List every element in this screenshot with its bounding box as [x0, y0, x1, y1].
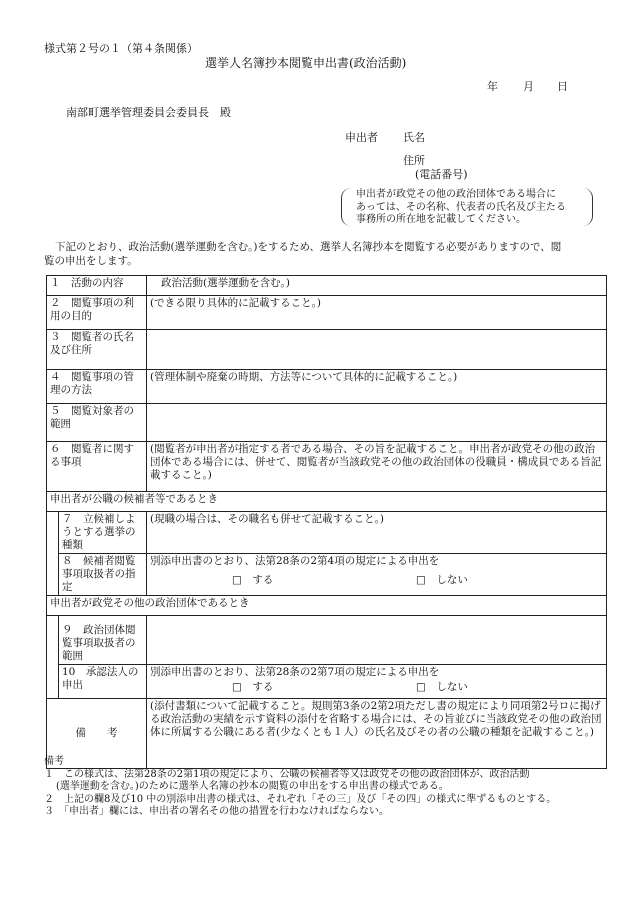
page-title: 選挙人名簿抄本閲覧申出書(政治活動): [205, 56, 407, 70]
applicant-note-line: 申出者が政党その他の政治団体である場合に: [356, 189, 556, 200]
row10-yes-checkbox[interactable]: □ する: [232, 681, 274, 693]
row8-value: 別添申出書のとおり、法第28条の2第4項の規定による申出を: [150, 555, 440, 567]
row7-label: ７ 立候補しようとする選挙の種類: [59, 512, 147, 554]
row5-value[interactable]: [147, 404, 607, 442]
applicant-note: [356, 189, 566, 227]
remarks-value[interactable]: (添付書類について記載すること。規則第3条の2第2項ただし書の規定により同項第2号ロに掲げる政治活動の実績を示す資料の添付を省略する場合には、その旨並びに当該政党その他の政治団体に所属する公職にある者(少なくとも１人）の氏名及びその者の公職の種類を記載すること。): [147, 699, 607, 769]
row10-no-checkbox[interactable]: □ しない: [416, 681, 468, 693]
note-1a: １ この様式は、法第28条の2第1項の規定により、公職の候補者等又は政党その他の政治団体が、政治活動: [44, 768, 530, 780]
row6-label: ６ 閲覧者に関する事項: [47, 442, 147, 492]
applicant-note-line: あっては、その名称、代表者の氏名及び主たる: [356, 201, 566, 213]
date-year-label: 年: [487, 80, 498, 93]
row10-label: 10 承認法人の申出: [59, 665, 147, 699]
row8-indent: [47, 554, 59, 596]
row8-no-checkbox[interactable]: □ しない: [416, 574, 468, 586]
section-party: 申出者が政党その他の政治団体であるとき: [47, 596, 607, 616]
note-3: ３ 「申出者」欄には、申出者の署名その他の措置を行わなければならない。: [44, 806, 389, 817]
row10-value: 別添申出書のとおり、法第28条の2第7項の規定による申出を: [150, 666, 440, 678]
form-number: 様式第２号の１（第４条関係）: [44, 42, 198, 55]
intro-line-1: 下記のとおり、政治活動(選挙運動を含む。)をするため、選挙人名簿抄本を閲覧する必要がありますので、閲: [55, 241, 562, 253]
section-candidate: 申出者が公職の候補者等であるとき: [47, 492, 607, 512]
row3-label: ３ 閲覧者の氏名及び住所: [47, 330, 147, 370]
date-day-label: 日: [557, 80, 568, 93]
row5-label: ５ 閲覧対象者の範囲: [47, 404, 147, 442]
row6-value[interactable]: (閲覧者が申出者が指定する者である場合、その旨を記載すること。申出者が政党その他の政治団体である場合には、併せて、閲覧者が当該政党その他の政治団体の役職員・構成員である旨記載すること。): [147, 442, 607, 492]
row10-indent: [47, 665, 59, 699]
remarks-label: 備 考: [47, 699, 147, 769]
row4-label: ４ 閲覧事項の管理の方法: [47, 370, 147, 404]
applicant-note-line: 事務所の所在地を記載してください。: [356, 214, 526, 225]
addressee: 南部町選挙管理委員会委員長 殿: [66, 106, 231, 119]
row2-value[interactable]: (できる限り具体的に記載すること。): [147, 296, 607, 330]
row1-label: １ 活動の内容: [47, 276, 147, 296]
date-month-label: 月: [523, 80, 534, 93]
row3-value[interactable]: [147, 330, 607, 370]
row7-indent: [47, 512, 59, 554]
applicant-role-label: 申出者: [345, 131, 378, 144]
row9-label: ９ 政治団体閲覧事項取扱者の範囲: [59, 616, 147, 665]
applicant-phone-label: (電話番号): [415, 168, 468, 181]
application-table: [46, 275, 607, 769]
applicant-address-label: 住所: [403, 154, 425, 167]
row10-cell: [147, 665, 607, 699]
intro-line-2: 覧の申出をします。: [44, 255, 138, 267]
applicant-name-label: 氏名: [403, 131, 425, 144]
row9-value[interactable]: [147, 616, 607, 665]
note-1b: (選挙運動を含む。)のために選挙人名簿の抄本の閲覧の申出をする申出書の様式である。: [56, 781, 449, 792]
row8-yes-checkbox[interactable]: □ する: [232, 574, 274, 586]
notes-section: [44, 756, 556, 819]
row2-label: ２ 閲覧事項の利用の目的: [47, 296, 147, 330]
row7-value[interactable]: (現職の場合は、その職名も併せて記載すること。): [147, 512, 607, 554]
row9-indent: [47, 616, 59, 665]
note-2: ２ 上記の欄8及び10 中の別添申出書の様式は、それぞれ「その三」及び「その四」の様式に準ずるものとする。: [44, 793, 557, 805]
row1-value[interactable]: 政治活動(選挙運動を含む。): [147, 276, 607, 296]
row4-value[interactable]: (管理体制や廃棄の時期、方法等について具体的に記載すること。): [147, 370, 607, 404]
row8-label: ８ 候補者閲覧事項取扱者の指定: [59, 554, 147, 596]
row8-cell: [147, 554, 607, 596]
notes-heading: 備考: [44, 756, 64, 767]
